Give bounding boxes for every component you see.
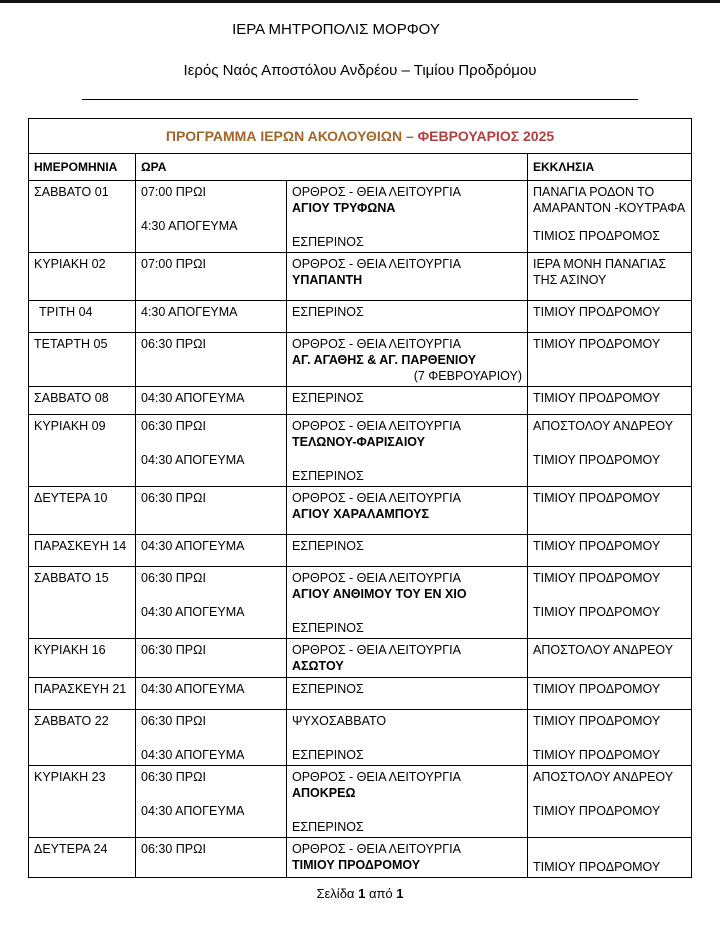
church-text-second: ΤΙΜΙΟΥ ΠΡΟΔΡΟΜΟΥ [533,605,661,619]
time-text: 06:30 ΠΡΩΙ [141,571,206,585]
date-text: ΚΥΡΙΑΚΗ 09 [34,419,106,433]
metropolis-title: ΙΕΡΑ ΜΗΤΡΟΠΟΛΙΣ ΜΟΡΦΟΥ [232,21,440,38]
table-row [29,487,692,535]
church-cell [528,415,692,487]
date-cell [29,253,136,301]
time-text: 06:30 ΠΡΩΙ [141,643,206,657]
time-text: 07:00 ΠΡΩΙ [141,185,206,199]
service-cell [287,301,528,333]
service-text: ΕΣΠΕΡΙΝΟΣ [292,305,364,319]
service-cell [287,639,528,678]
table-row [29,766,692,838]
church-cell [528,181,692,253]
time-cell [136,415,287,487]
date-text: ΚΥΡΙΑΚΗ 23 [34,770,106,784]
date-text: ΣΑΒΒΑΤΟ 08 [34,391,109,405]
church-cell [528,639,692,678]
church-cell [528,838,692,878]
time-cell [136,387,287,415]
service-cell [287,678,528,710]
church-cell [528,710,692,766]
church-text: ΤΙΜΙΟΥ ΠΡΟΔΡΟΜΟΥ [533,714,661,728]
service-text-second: ΕΣΠΕΡΙΝΟΣ [292,621,364,635]
church-subtitle: Ιερός Ναός Αποστόλου Ανδρέου – Τιμίου Προδρόμου [183,62,537,79]
date-cell [29,333,136,387]
service-text-second: ΕΣΠΕΡΙΝΟΣ [292,748,364,762]
service-text-second: ΕΣΠΕΡΙΝΟΣ [292,469,364,483]
time-text: 4:30 ΑΠΟΓΕΥΜΑ [141,305,238,319]
service-cell [287,710,528,766]
time-text-second: 04:30 ΑΠΟΓΕΥΜΑ [141,748,245,762]
schedule-table [28,118,692,878]
service-text: ΟΡΘΡΟΣ - ΘΕΙΑ ΛΕΙΤΟΥΡΓΙΑ [292,842,461,856]
church-text: ΤΙΜΙΟΥ ΠΡΟΔΡΟΜΟΥ [533,337,661,351]
table-row [29,181,692,253]
date-text: ΔΕΥΤΕΡΑ 10 [34,491,108,505]
church-text: ΤΙΜΙΟΥ ΠΡΟΔΡΟΜΟΥ [533,305,661,319]
time-cell [136,567,287,639]
church-text: ΑΠΟΣΤΟΛΟΥ ΑΝΔΡΕΟΥ [533,419,674,433]
time-text-second: 04:30 ΑΠΟΓΕΥΜΑ [141,453,245,467]
date-text: ΤΕΤΑΡΤΗ 05 [34,337,108,351]
date-text: ΣΑΒΒΑΤΟ 01 [34,185,109,199]
church-cell [528,678,692,710]
feast-name: ΤΙΜΙΟΥ ΠΡΟΔΡΟΜΟΥ [292,858,421,872]
service-cell [287,253,528,301]
service-text: ΟΡΘΡΟΣ - ΘΕΙΑ ΛΕΙΤΟΥΡΓΙΑ [292,337,461,351]
church-text: ΤΙΜΙΟΥ ΠΡΟΔΡΟΜΟΥ [533,491,661,505]
time-text-second: 4:30 ΑΠΟΓΕΥΜΑ [141,219,238,233]
date-cell [29,766,136,838]
church-text-second: ΤΙΜΙΟΥ ΠΡΟΔΡΟΜΟΥ [533,748,661,762]
table-row [29,415,692,487]
service-text: ΕΣΠΕΡΙΝΟΣ [292,539,364,553]
time-text: 06:30 ΠΡΩΙ [141,714,206,728]
service-cell [287,415,528,487]
time-cell [136,487,287,535]
col-header-date: ΗΜΕΡΟΜΗΝΙΑ [29,154,136,181]
top-border [0,0,720,3]
feast-name: ΑΓΙΟΥ ΧΑΡΑΛΑΜΠΟΥΣ [292,507,430,521]
col-header-time: ΩΡΑ [136,154,528,181]
feast-name: ΑΓ. ΑΓΑΘΗΣ & ΑΓ. ΠΑΡΘΕΝΙΟΥ [292,353,477,367]
feast-name: ΑΓΙΟΥ ΤΡΥΦΩΝΑ [292,201,396,215]
date-text: ΣΑΒΒΑΤΟ 15 [34,571,109,585]
date-cell [29,487,136,535]
time-cell [136,301,287,333]
church-cell [528,253,692,301]
service-text: ΟΡΘΡΟΣ - ΘΕΙΑ ΛΕΙΤΟΥΡΓΙΑ [292,185,461,199]
header-divider [82,99,638,100]
service-text-second: ΕΣΠΕΡΙΝΟΣ [292,820,364,834]
time-cell [136,639,287,678]
church-text: ΠΑΝΑΓΙΑ ΡΟΔΟΝ ΤΟ ΑΜΑΡΑΝΤΟΝ -ΚΟΥΤΡΑΦΑ [533,185,686,215]
time-cell [136,710,287,766]
time-cell [136,766,287,838]
date-text: ΚΥΡΙΑΚΗ 02 [34,257,106,271]
church-text-second: ΤΙΜΙΟΥ ΠΡΟΔΡΟΜΟΥ [533,804,661,818]
date-text: ΠΑΡΑΣΚΕΥΗ 14 [34,539,127,553]
table-title: ΠΡΟΓΡΑΜΜΑ ΙΕΡΩΝ ΑΚΟΛΟΥΘΙΩΝ – ΦΕΒΡΟΥΑΡΙΟΣ 2025 [29,119,692,154]
service-text: ΨΥΧΟΣΑΒΒΑΤΟ [292,714,387,728]
church-text: ΤΙΜΙΟΥ ΠΡΟΔΡΟΜΟΥ [533,391,661,405]
date-cell [29,710,136,766]
church-text: ΤΙΜΙΟΥ ΠΡΟΔΡΟΜΟΥ [533,860,661,874]
time-text: 06:30 ΠΡΩΙ [141,770,206,784]
date-cell [29,838,136,878]
time-text: 07:00 ΠΡΩΙ [141,257,206,271]
table-row [29,301,692,333]
service-cell [287,838,528,878]
church-cell [528,567,692,639]
date-text: ΔΕΥΤΕΡΑ 24 [34,842,108,856]
time-cell [136,535,287,567]
service-cell [287,387,528,415]
date-cell [29,301,136,333]
time-cell [136,838,287,878]
church-text: ΤΙΜΙΟΥ ΠΡΟΔΡΟΜΟΥ [533,682,661,696]
time-text: 04:30 ΑΠΟΓΕΥΜΑ [141,682,245,696]
church-text-second: ΤΙΜΙΟΥ ΠΡΟΔΡΟΜΟΥ [533,453,661,467]
church-cell [528,387,692,415]
church-cell [528,487,692,535]
table-row [29,567,692,639]
date-cell [29,415,136,487]
feast-name: ΥΠΑΠΑΝΤΗ [292,273,363,287]
time-text-second: 04:30 ΑΠΟΓΕΥΜΑ [141,605,245,619]
service-text: ΕΣΠΕΡΙΝΟΣ [292,682,364,696]
church-cell [528,766,692,838]
table-row [29,710,692,766]
service-text: ΟΡΘΡΟΣ - ΘΕΙΑ ΛΕΙΤΟΥΡΓΙΑ [292,770,461,784]
feast-name: ΤΕΛΩΝΟΥ-ΦΑΡΙΣΑΙΟΥ [292,435,426,449]
date-cell [29,567,136,639]
church-cell [528,333,692,387]
table-row [29,838,692,878]
time-text: 06:30 ΠΡΩΙ [141,419,206,433]
church-cell [528,535,692,567]
feast-note: (7 ΦΕΒΡΟΥΑΡΙΟΥ) [413,369,522,383]
table-row [29,639,692,678]
service-cell [287,487,528,535]
date-text: ΤΡΙΤΗ 04 [39,305,93,319]
service-text: ΟΡΘΡΟΣ - ΘΕΙΑ ΛΕΙΤΟΥΡΓΙΑ [292,491,461,505]
service-text: ΟΡΘΡΟΣ - ΘΕΙΑ ΛΕΙΤΟΥΡΓΙΑ [292,571,461,585]
table-row [29,387,692,415]
date-text: ΠΑΡΑΣΚΕΥΗ 21 [34,682,127,696]
time-cell [136,333,287,387]
time-text-second: 04:30 ΑΠΟΓΕΥΜΑ [141,804,245,818]
table-row [29,253,692,301]
church-text: ΤΙΜΙΟΥ ΠΡΟΔΡΟΜΟΥ [533,571,661,585]
date-cell [29,678,136,710]
page-footer: Σελίδα 1 από 1 [316,886,404,901]
service-text-second: ΕΣΠΕΡΙΝΟΣ [292,235,364,249]
date-cell [29,535,136,567]
service-cell [287,766,528,838]
service-text: ΟΡΘΡΟΣ - ΘΕΙΑ ΛΕΙΤΟΥΡΓΙΑ [292,257,461,271]
church-cell [528,301,692,333]
church-text: ΤΙΜΙΟΥ ΠΡΟΔΡΟΜΟΥ [533,539,661,553]
service-cell [287,333,528,387]
date-text: ΣΑΒΒΑΤΟ 22 [34,714,109,728]
time-text: 06:30 ΠΡΩΙ [141,491,206,505]
feast-name: ΑΓΙΟΥ ΑΝΘΙΜΟΥ ΤΟΥ ΕΝ ΧΙΟ [292,587,467,601]
service-cell [287,535,528,567]
time-cell [136,253,287,301]
church-text: ΙΕΡΑ ΜΟΝΗ ΠΑΝΑΓΙΑΣ ΤΗΣ ΑΣΙΝΟΥ [533,257,667,287]
table-header-row [29,154,692,181]
table-title-row [29,119,692,154]
schedule-body [29,119,692,878]
date-cell [29,387,136,415]
service-text: ΕΣΠΕΡΙΝΟΣ [292,391,364,405]
feast-name: ΑΠΟΚΡΕΩ [292,786,356,800]
time-text: 06:30 ΠΡΩΙ [141,842,206,856]
date-text: ΚΥΡΙΑΚΗ 16 [34,643,106,657]
time-text: 04:30 ΑΠΟΓΕΥΜΑ [141,391,245,405]
table-row [29,535,692,567]
service-text: ΟΡΘΡΟΣ - ΘΕΙΑ ΛΕΙΤΟΥΡΓΙΑ [292,643,461,657]
time-cell [136,181,287,253]
church-text-second: ΤΙΜΙΟΣ ΠΡΟΔΡΟΜΟΣ [533,229,661,243]
table-row [29,333,692,387]
time-cell [136,678,287,710]
col-header-church: ΕΚΚΛΗΣΙΑ [528,154,692,181]
church-text: ΑΠΟΣΤΟΛΟΥ ΑΝΔΡΕΟΥ [533,770,674,784]
time-text: 06:30 ΠΡΩΙ [141,337,206,351]
service-text: ΟΡΘΡΟΣ - ΘΕΙΑ ΛΕΙΤΟΥΡΓΙΑ [292,419,461,433]
feast-name: ΑΣΩΤΟΥ [292,659,344,673]
service-cell [287,181,528,253]
time-text: 04:30 ΑΠΟΓΕΥΜΑ [141,539,245,553]
date-cell [29,181,136,253]
service-cell [287,567,528,639]
date-cell [29,639,136,678]
church-text: ΑΠΟΣΤΟΛΟΥ ΑΝΔΡΕΟΥ [533,643,674,657]
table-row [29,678,692,710]
